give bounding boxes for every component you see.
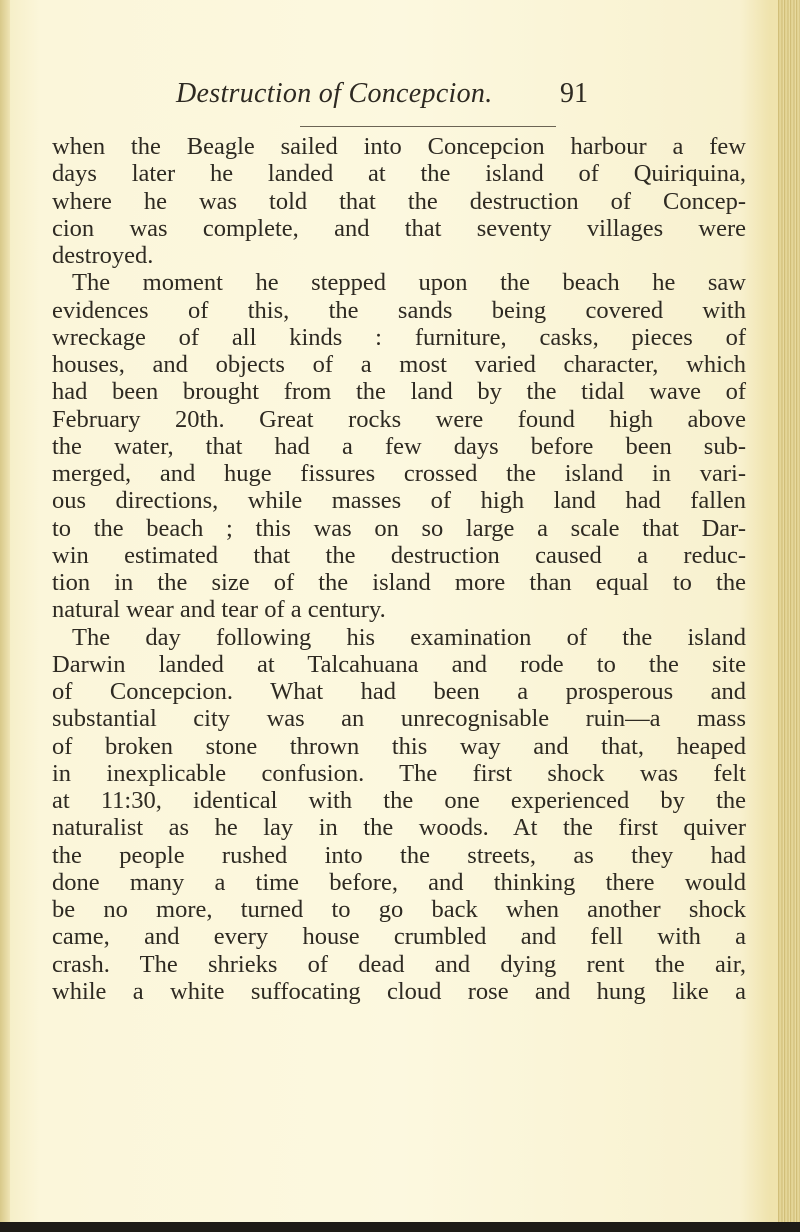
text-line: Darwin landed at Talcahuana and rode to the site: [52, 650, 746, 678]
text-line: where he was told that the destruction of Concep-: [52, 187, 746, 215]
text-line: tion in the size of the island more than equal to the: [52, 569, 746, 596]
header-rule: [300, 126, 556, 127]
text-line: The day following his examination of the island: [72, 623, 746, 651]
text-line: of Concepcion. What had been a prosperous and: [52, 678, 746, 705]
text-line: came, and every house crumbled and fell with a: [52, 923, 746, 951]
text-line: houses, and objects of a most varied character, which: [52, 351, 746, 378]
text-line: cion was complete, and that seventy villages were: [52, 214, 746, 242]
text-line: the people rushed into the streets, as they had: [52, 841, 746, 869]
text-line: win estimated that the destruction caused a reduc-: [52, 541, 746, 569]
text-line: substantial city was an unrecognisable ruin—a mass: [52, 705, 746, 733]
text-line: to the beach ; this was on so large a scale that Dar-: [52, 514, 746, 542]
page-header: [0, 78, 800, 118]
text-line: of broken stone thrown this way and that, heaped: [52, 732, 746, 760]
running-title: Destruction of Concepcion.: [176, 78, 493, 109]
text-line: while a white suffocating cloud rose and hung like a: [52, 977, 746, 1005]
text-line: merged, and huge fissures crossed the island in vari-: [52, 460, 746, 487]
text-line: naturalist as he lay in the woods. At the first quiver: [52, 814, 746, 842]
text-line: natural wear and tear of a century.: [52, 596, 386, 624]
text-line: had been brought from the land by the tidal wave of: [52, 378, 746, 406]
body-text: [52, 133, 746, 1005]
text-line: destroyed.: [52, 242, 154, 269]
text-line: days later he landed at the island of Quiriquina,: [52, 160, 746, 188]
text-line: in inexplicable confusion. The first shock was felt: [52, 759, 746, 787]
text-line: at 11:30, identical with the one experienced by the: [52, 787, 746, 814]
text-line: crash. The shrieks of dead and dying rent the air,: [52, 950, 746, 978]
text-line: The moment he stepped upon the beach he saw: [72, 269, 746, 297]
text-line: February 20th. Great rocks were found high above: [52, 405, 746, 433]
text-line: done many a time before, and thinking there would: [52, 868, 746, 896]
text-line: ous directions, while masses of high land had fallen: [52, 487, 746, 515]
text-line: the water, that had a few days before been sub-: [52, 432, 746, 460]
page-gutter-edge: [0, 0, 10, 1232]
page-number: 91: [560, 78, 588, 109]
page-fore-edge: [778, 0, 800, 1232]
text-line: when the Beagle sailed into Concepcion harbour a few: [52, 133, 746, 160]
text-line: wreckage of all kinds : furniture, casks, pieces of: [52, 323, 746, 351]
bottom-edge-rule: [0, 1222, 800, 1232]
text-line: evidences of this, the sands being covered with: [52, 296, 746, 324]
text-line: be no more, turned to go back when another shock: [52, 896, 746, 923]
